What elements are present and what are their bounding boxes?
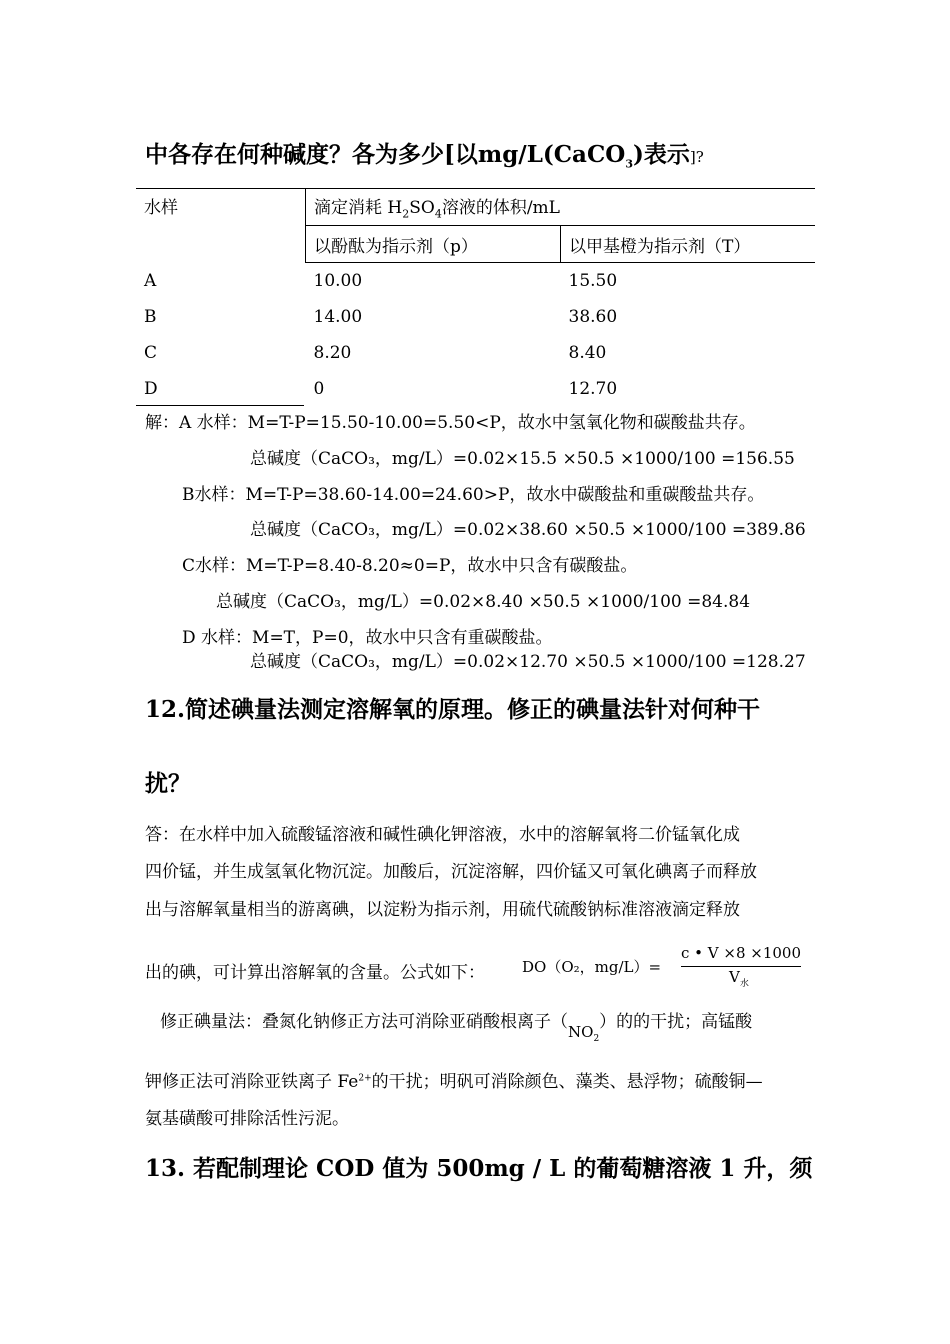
solution-a-total: 总碱度（CaCO₃，mg/L）=0.02×15.5 ×50.5 ×1000/100 =156.55 bbox=[250, 449, 795, 469]
cell-t: 8.40 bbox=[568, 343, 607, 363]
cell-t: 12.70 bbox=[568, 379, 618, 399]
solution-d: D 水样：M=T，P=0，故水中只含有重碳酸盐。 bbox=[182, 628, 553, 648]
solution-d-total: 总碱度（CaCO₃，mg/L）=0.02×12.70 ×50.5 ×1000/100 =128.27 bbox=[250, 652, 806, 672]
q12-answer-line3: 出与溶解氧量相当的游离碘，以淀粉为指示剂，用硫代硫酸钠标准溶液滴定释放 bbox=[145, 900, 740, 920]
titration-table bbox=[136, 188, 815, 407]
do-formula-lhs: DO（O₂，mg/L）= bbox=[522, 958, 662, 976]
solution-c: C水样：M=T-P=8.40-8.20≈0=P，故水中只含有碳酸盐。 bbox=[182, 556, 638, 576]
col-header-volume: 滴定消耗 $H_2SO_4$溶液的体积/mL bbox=[306, 189, 816, 226]
solution-b-total: 总碱度（CaCO₃，mg/L）=0.02×38.60 ×50.5 ×1000/100 =389.86 bbox=[250, 520, 806, 540]
nitrite-formula: $NO_2$ bbox=[568, 1023, 600, 1044]
cell-sample: D bbox=[144, 379, 158, 399]
q12-answer-line2: 四价锰，并生成氢氧化物沉淀。加酸后，沉淀溶解，四价锰又可氧化碘离子而释放 bbox=[145, 862, 757, 882]
table-row bbox=[136, 371, 815, 407]
solution-b: B水样：M=T-P=38.60-14.00=24.60>P，故水中碳酸盐和重碳酸盐共存。 bbox=[182, 485, 765, 505]
solution-a: 解：A 水样：M=T-P=15.50-10.00=5.50<P，故水中氢氧化物和碳酸盐共存。 bbox=[145, 413, 756, 433]
cell-p: 14.00 bbox=[313, 307, 363, 327]
cell-p: 8.20 bbox=[313, 343, 352, 363]
q12-answer-line4: 出的碘，可计算出溶解氧的含量。公式如下： bbox=[145, 963, 485, 983]
table-bottom-rule bbox=[136, 405, 304, 406]
q13-title-line1: 13. 若配制理论 COD 值为 500mg / L 的葡萄糖溶液 1 升，须 bbox=[145, 1155, 813, 1182]
cell-t: 38.60 bbox=[568, 307, 618, 327]
cell-sample: A bbox=[144, 270, 157, 291]
cell-sample: B bbox=[144, 307, 157, 327]
cell-sample: C bbox=[144, 343, 158, 363]
table-row bbox=[136, 335, 815, 371]
col-header-methyl-orange: 以甲基橙为指示剂（T） bbox=[561, 226, 816, 263]
table-row bbox=[136, 263, 815, 300]
cell-p: 10.00 bbox=[313, 271, 363, 291]
col-header-sample: 水样 bbox=[136, 189, 306, 263]
q12-answer-line1: 答：在水样中加入硫酸锰溶液和碱性碘化钾溶液，水中的溶解氧将二价锰氧化成 bbox=[145, 825, 740, 845]
solution-c-total: 总碱度（CaCO₃，mg/L）=0.02×8.40 ×50.5 ×1000/100 =84.84 bbox=[216, 592, 751, 612]
formula-denominator: $V_水$ bbox=[729, 968, 749, 989]
cell-t: 15.50 bbox=[568, 271, 618, 291]
q12-modified-line1: 修正碘量法：叠氮化钠修正方法可消除亚硝酸根离子$(NO_2)$的的干扰；高锰酸 bbox=[160, 1012, 753, 1044]
q12-modified-line3: 氨基磺酸可排除活性污泥。 bbox=[145, 1109, 349, 1129]
q12-title-line1: 12.简述碘量法测定溶解氧的原理。修正的碘量法针对何种干 bbox=[145, 696, 761, 723]
col-header-phenolphthalein: 以酚酞为指示剂（p） bbox=[306, 226, 561, 263]
cell-p: 0 bbox=[313, 379, 325, 399]
q12-title-line2: 扰？ bbox=[145, 770, 191, 797]
fraction-bar bbox=[681, 966, 801, 967]
table-row bbox=[136, 299, 815, 335]
q12-modified-line2: 钾修正法可消除亚铁离子 $Fe^{2+}$的干扰；明矾可消除颜色、藻类、悬浮物；硫酸铜— bbox=[145, 1072, 763, 1092]
question-heading: 中各存在何种碱度？各为多少[以mg/L(CaCO$_3$)表示]? bbox=[145, 141, 704, 171]
formula-numerator: c • V ×8 ×1000 bbox=[681, 944, 802, 962]
